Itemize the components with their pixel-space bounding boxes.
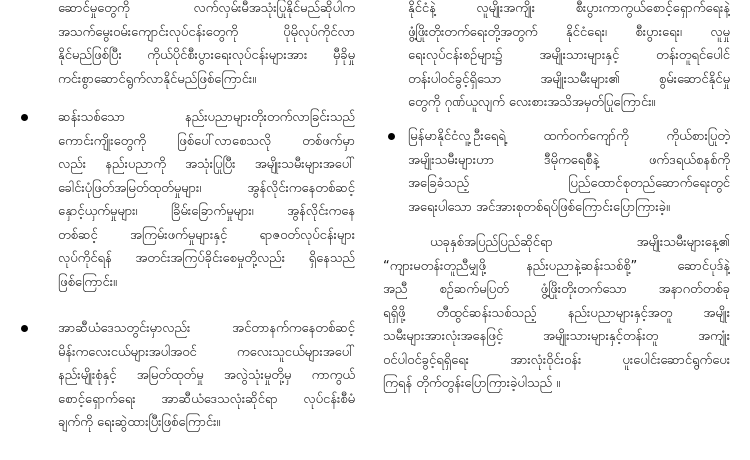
text-line: လုပ်ကိုင်ရန် အတင်းအကြပ်ခိုင်းစေမှုတို့လည်း ရှိနေသည် — [58, 251, 355, 266]
bullet-item — [58, 106, 355, 294]
text-line: “ကျားမတန်းတူညီမျှဖို့ နည်းပညာနဲ့ဆန်းသစ်စို့” ဆောင်ပုဒ်နဲ့ — [383, 258, 730, 274]
right-column — [375, 0, 750, 460]
text-line: မိန်းကလေးငယ်များအပါအဝင် ကလေးသူငယ်များအပေါ် — [58, 344, 355, 360]
text-line: နည်းမျိုးစုံနှင့် အမြတ်ထုတ်မှု အလွဲသုံးမှုတို့မှ ကာကွယ် — [58, 368, 355, 383]
bullet-item — [408, 125, 730, 219]
text-line: အခြေခံသည့် ပြည်ထောင်စုတည်ဆောက်ရေးတွင် — [408, 176, 730, 191]
text-line: ဖြစ်ကြောင်း။ — [58, 274, 117, 290]
text-line: ကင်းစွာဆောင်ရွက်လာနိုင်မည်ဖြစ်ကြောင်း။ — [58, 71, 257, 87]
text-line: ကောင်းကျိုးတွေကို ဖြစ်ပေါ်လာစေသလို တစ်ဖက်မှာ — [58, 133, 355, 149]
text-line: ရေးလုပ်ငန်းစဉ်များ၌ အမျိုးသားများနှင့် တန်းတူရင်ပေါင် — [408, 48, 730, 63]
text-line: နိုင်ငံနဲ့ လူမျိုးအကျိုး စီးပွားကာကွယ်စောင့်ရှောက်ရေးနဲ့ — [408, 1, 730, 16]
text-line: အရေးပါသော အင်အားစုတစ်ရပ်ဖြစ်ကြောင်းပြောကြားခဲ့။ — [408, 199, 670, 215]
text-line: ကြရန် တိုက်တွန်းပြောကြားခဲ့ပါသည် ။ — [383, 376, 561, 391]
bullet-item — [58, 317, 355, 435]
paragraph — [383, 231, 730, 396]
text-line: ခေါင်းပုံဖြတ်အမြတ်ထုတ်မှုများ၊ အွန်လိုင်းကနေတစ်ဆင့် — [58, 180, 355, 196]
text-line: ဖွံ့ဖြိုးတိုးတက်ရေးတို့အတွက် နိုင်ငံရေး၊ စီးပွားရေး၊ လူမှု — [408, 24, 730, 40]
text-line: ချက်ကို ရေးဆွဲထားပြီးဖြစ်ကြောင်း။ — [58, 415, 221, 430]
text-line: မြန်မာနိုင်ငံလူ့ဦးရေရဲ့ ထက်ဝက်ကျော်ကို ကိုယ်စားပြုတဲ့ — [408, 129, 730, 144]
text-line: အညီ စဉ်ဆက်မပြတ် ဖွံ့ဖြိုးတိုးတက်သော အနာဂတ်တစ်ခု — [383, 282, 730, 297]
text-line: နိုင်မည်ဖြစ်ပြီး ကိုယ်ပိုင်စီးပွားရေးလုပ်ငန်းများအား မှီခိုမှု — [58, 48, 355, 63]
text-line: နှောင့်ယှက်မှုများ၊ ခြိမ်းခြောက်မှုများ၊ အွန်လိုင်းကနေ — [58, 204, 355, 219]
text-line: အမျိုးသမီးများဟာ ဒီမိုကရေစီနဲ့ ဖက်ဒရယ်စနစ်ကို — [408, 152, 730, 168]
text-line: တန်းပါဝင်ခွင့်ရှိသော အမျိုးသမီးများ၏ စွမ်းဆောင်နိုင်မှု — [408, 71, 730, 87]
bullet-marker — [21, 114, 28, 121]
continued-bullet-item — [58, 0, 355, 91]
text-line: အာဆီယံဒေသတွင်းမှာလည်း အင်တာနက်ကနေတစ်ဆင့် — [58, 321, 355, 336]
text-line: အသက်မွေးဝမ်းကျောင်းလုပ်ငန်းတွေကို ပိုမိုလုပ်ကိုင်လာ — [58, 24, 355, 40]
text-line: ယခုနှစ်အပြည်ပြည်ဆိုင်ရာ အမျိုးသမီးများနေ့၏ — [430, 235, 730, 250]
text-line: စောင့်ရှောက်ရေး အာဆီယံဒေသလုံးဆိုင်ရာ လုပ်ငန်းစီမံ — [58, 391, 355, 407]
text-line: ဝင်ပါဝင်ခွင့်ရရှိရေး အားလုံးဝိုင်းဝန်း ပူးပေါင်းဆောင်ရွက်ပေး — [383, 352, 730, 368]
continued-bullet-item — [408, 0, 730, 115]
text-line: ဆန်းသစ်သော နည်းပညာများတိုးတက်လာခြင်းသည် — [58, 110, 355, 125]
text-line: လည်း နည်းပညာကို အသုံးပြုပြီး အမျိုးသမီးများအပေါ် — [58, 157, 355, 172]
text-line: ရရှိဖို့ တီထွင်ဆန်းသစ်သည့် နည်းပညာများနှင့်အတူ အမျိုး — [383, 305, 730, 321]
bullet-marker — [388, 133, 395, 140]
bullet-marker — [21, 325, 28, 332]
text-line: တွေကို ဂုဏ်ယူလျက် လေးစားအသိအမှတ်ပြုကြောင်း။ — [408, 95, 656, 110]
text-line: တစ်ဆင့် အကြမ်းဖက်မှုများနှင့် ရာဇဝတ်လုပ်ငန်းများ — [58, 227, 355, 243]
text-line: ဆောင်မှုတွေကို လက်လှမ်းမီအသုံးပြုနိုင်မည်ဆိုပါက — [58, 1, 355, 16]
text-line: သမီးများအားလုံးအနေဖြင့် အမျိုးသားများနှင့်တန်းတူ အကျုံး — [383, 329, 730, 344]
